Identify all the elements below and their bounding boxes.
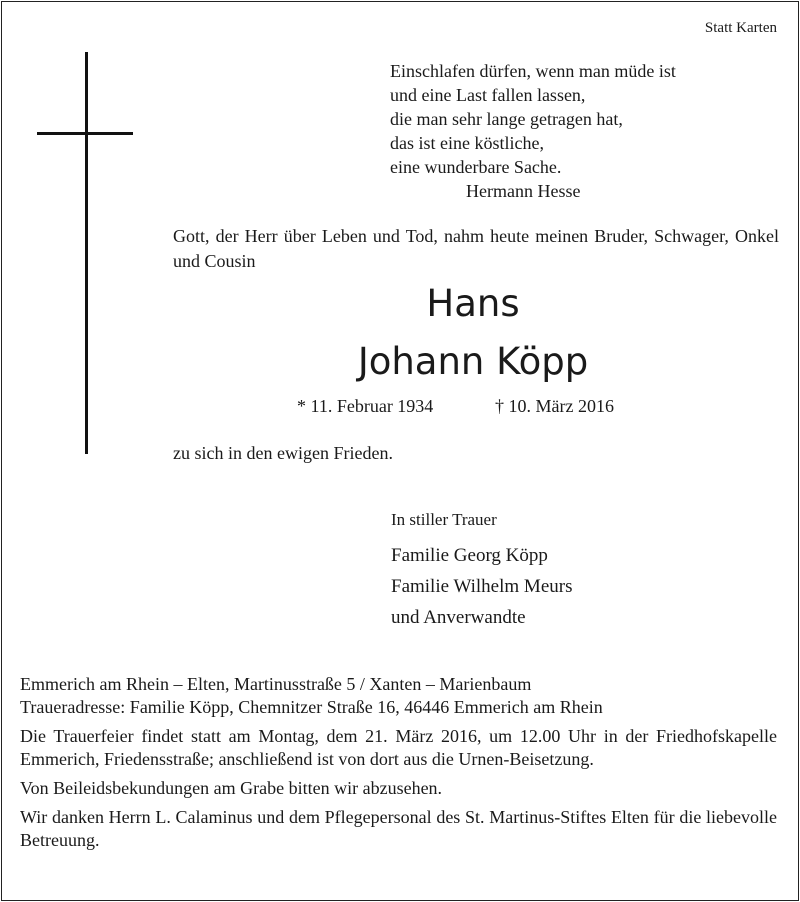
thanks-paragraph: Wir danken Herrn L. Calaminus und dem Pflegepersonal des St. Martinus-Stiftes Elten für die liebevolle Betreuung. — [20, 807, 777, 850]
deceased-full-name: Johann Köpp — [357, 340, 589, 383]
poem — [390, 59, 676, 203]
mourning-heading: In stiller Trauer — [391, 510, 497, 529]
cross-icon-vertical — [85, 52, 88, 454]
poem-author: Hermann Hesse — [466, 181, 581, 201]
deceased-first-name: Hans — [426, 282, 520, 325]
address-line: Traueradresse: Familie Köpp, Chemnitzer Straße 16, 46446 Emmerich am Rhein — [20, 697, 603, 717]
mourner-families — [391, 540, 572, 633]
cross-icon-horizontal — [37, 132, 133, 135]
poem-line: das ist eine köstliche, — [390, 133, 544, 153]
statt-karten-label: Statt Karten — [704, 20, 777, 36]
poem-line: und eine Last fallen lassen, — [390, 85, 586, 105]
poem-line: Einschlafen dürfen, wenn man müde ist — [390, 61, 676, 81]
family-entry: und Anverwandte — [391, 607, 526, 628]
condolences-paragraph: Von Beileidsbekundungen am Grabe bitten wir abzusehen. — [20, 778, 443, 798]
poem-line: die man sehr lange getragen hat, — [390, 109, 623, 129]
family-entry: Familie Wilhelm Meurs — [391, 576, 573, 597]
ceremony-paragraph: Die Trauerfeier findet statt am Montag, dem 21. März 2016, um 12.00 Uhr in der Friedhofskapelle Emmerich, Friedensstraße; anschließend ist von dort aus die Urnen-Beisetzung. — [20, 726, 777, 769]
poem-line: eine wunderbare Sache. — [390, 157, 562, 177]
location-line: Emmerich am Rhein – Elten, Martinusstraße 5 / Xanten – Marienbaum — [20, 674, 532, 694]
birth-date: * 11. Februar 1934 — [297, 396, 434, 416]
intro-text: Gott, der Herr über Leben und Tod, nahm heute meinen Bruder, Schwager, Onkel und Cousin — [173, 226, 779, 271]
death-date: † 10. März 2016 — [495, 396, 614, 416]
family-entry: Familie Georg Köpp — [391, 545, 548, 566]
footer-info — [20, 673, 777, 852]
peace-text: zu sich in den ewigen Frieden. — [173, 443, 393, 463]
